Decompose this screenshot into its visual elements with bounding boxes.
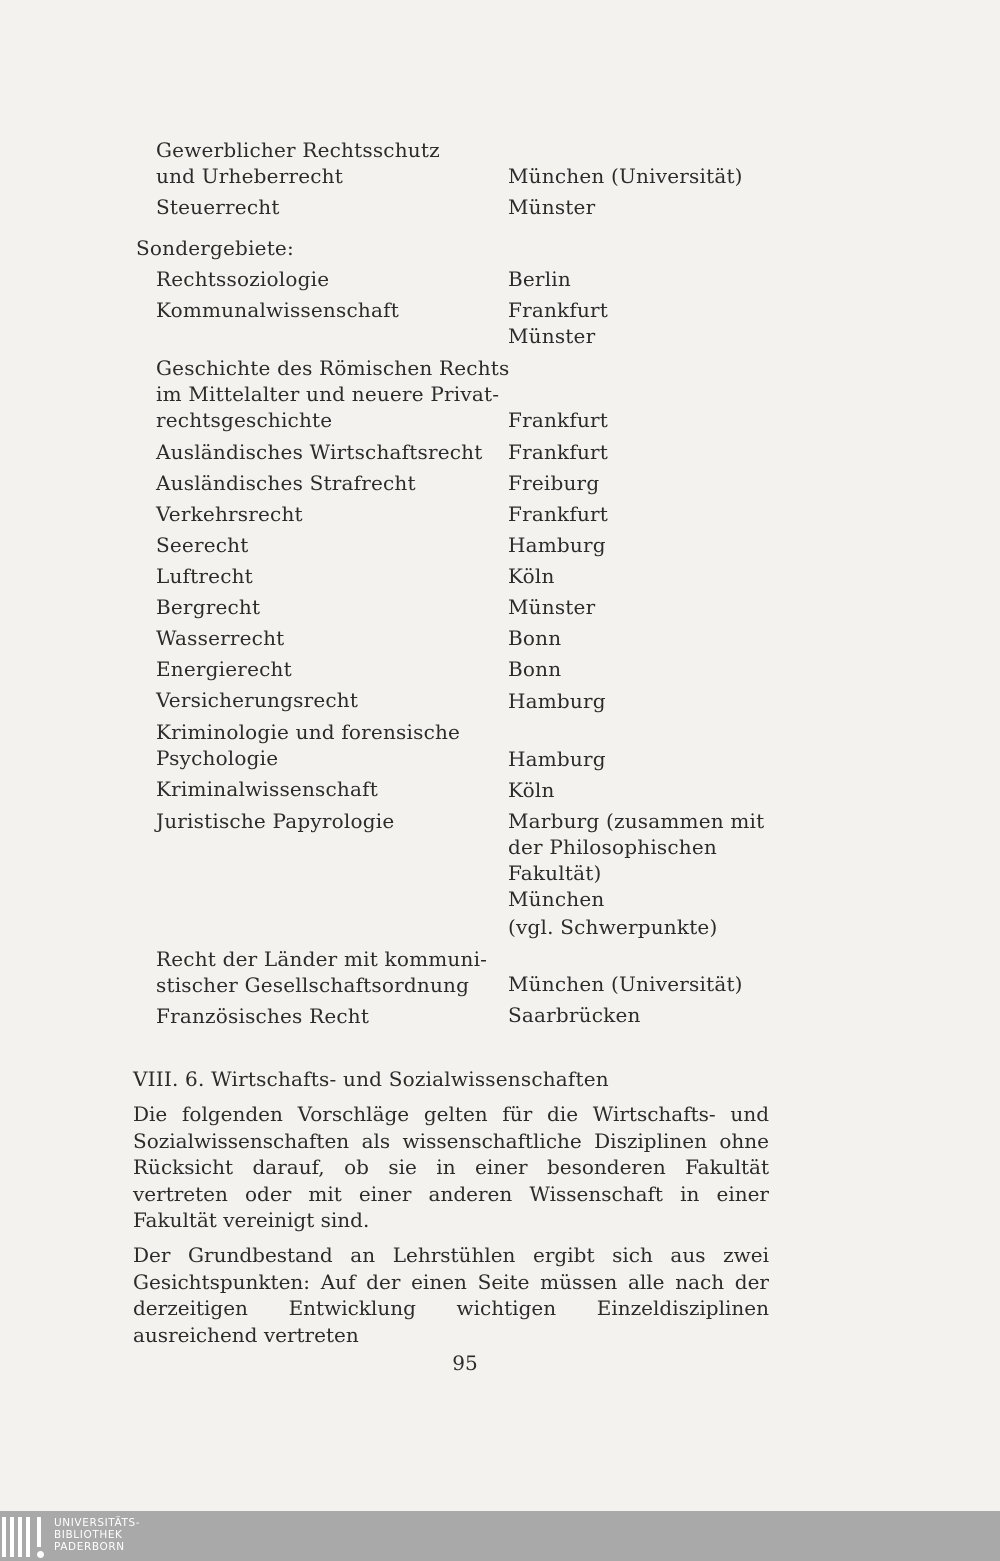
- subject-line: Kommunalwissenschaft: [156, 298, 399, 322]
- place-line: Fakultät): [508, 861, 602, 885]
- place-line: Münster: [508, 595, 596, 619]
- library-name: [54, 1517, 140, 1553]
- subject-line: Ausländisches Strafrecht: [156, 471, 416, 495]
- place-line: Bonn: [508, 626, 562, 650]
- place-line: Köln: [508, 778, 555, 802]
- subject-line: und Urheberrecht: [156, 164, 343, 188]
- subject-line: Juristische Papyrologie: [156, 809, 395, 833]
- place-line: Marburg (zusammen mit: [508, 809, 765, 833]
- place-line: der Philosophischen: [508, 835, 717, 859]
- library-name-line: PADERBORN: [54, 1541, 125, 1553]
- place-line: Hamburg: [508, 747, 606, 771]
- subject-line: Ausländisches Wirtschaftsrecht: [156, 440, 483, 464]
- sondergebiete-heading: Sondergebiete:: [136, 236, 294, 260]
- subject-line: Steuerrecht: [156, 195, 280, 219]
- place-line: Münster: [508, 324, 596, 348]
- subject-line: Wasserrecht: [156, 626, 285, 650]
- place-line: Hamburg: [508, 689, 606, 713]
- place-line: Frankfurt: [508, 440, 609, 464]
- place-line: München: [508, 887, 605, 911]
- subject-line: Luftrecht: [156, 564, 253, 588]
- subject-line: Kriminologie und forensische: [156, 720, 461, 744]
- place-line: Frankfurt: [508, 502, 609, 526]
- subject-line: Gewerblicher Rechtsschutz: [156, 138, 440, 162]
- subject-line: stischer Gesellschaftsordnung: [156, 973, 470, 997]
- subject-line: Verkehrsrecht: [156, 502, 303, 526]
- subject-line: Energierecht: [156, 657, 292, 681]
- subject-line: im Mittelalter und neuere Privat-: [156, 382, 500, 406]
- subject-line: rechtsgeschichte: [156, 408, 333, 432]
- place-line: Berlin: [508, 267, 571, 291]
- place-line: Hamburg: [508, 533, 606, 557]
- place-line: Frankfurt: [508, 298, 609, 322]
- place-line: Frankfurt: [508, 408, 609, 432]
- subject-line: Bergrecht: [156, 595, 261, 619]
- subject-line: Versicherungsrecht: [156, 688, 359, 712]
- subject-line: Recht der Länder mit kommuni-: [156, 947, 488, 971]
- library-name-line: BIBLIOTHEK: [54, 1529, 123, 1541]
- place-line: (vgl. Schwerpunkte): [508, 915, 718, 939]
- library-footer: [0, 1511, 1000, 1561]
- subject-line: Psychologie: [156, 746, 279, 770]
- subject-line: Französisches Recht: [156, 1004, 370, 1028]
- place-line: Köln: [508, 564, 555, 588]
- subject-line: Kriminalwissenschaft: [156, 777, 378, 801]
- paragraph: Der Grundbestand an Lehrstühlen ergibt sich aus zwei Gesichtspunkten: Auf der einen Seite müssen alle nach der derzeitigen Entwicklung wichtigen Einzeldisziplinen ausreichend vertreten: [133, 1243, 769, 1347]
- place-line: Bonn: [508, 657, 562, 681]
- subject-line: Geschichte des Römischen Rechts: [156, 356, 510, 380]
- place-line: Münster: [508, 195, 596, 219]
- library-name-line: UNIVERSITÄTS-: [54, 1517, 141, 1529]
- place-line: Saarbrücken: [508, 1003, 641, 1027]
- subject-line: Seerecht: [156, 533, 249, 557]
- subject-line: Rechtssoziologie: [156, 267, 330, 291]
- logo-dot-icon: [37, 1551, 44, 1558]
- section-heading: VIII. 6. Wirtschafts- und Sozialwissenschaften: [133, 1067, 609, 1091]
- place-line: Freiburg: [508, 471, 600, 495]
- paragraph: Die folgenden Vorschläge gelten für die Wirtschafts- und Sozialwissenschaften als wissenschaftliche Disziplinen ohne Rücksicht darauf, ob sie in einer besonderen Fakultät vertreten oder mit einer anderen Wissenschaft in einer Fakultät vereinigt sind.: [133, 1102, 769, 1232]
- place-line: München (Universität): [508, 972, 743, 996]
- page-number: 95: [452, 1351, 478, 1375]
- place-line: München (Universität): [508, 164, 743, 188]
